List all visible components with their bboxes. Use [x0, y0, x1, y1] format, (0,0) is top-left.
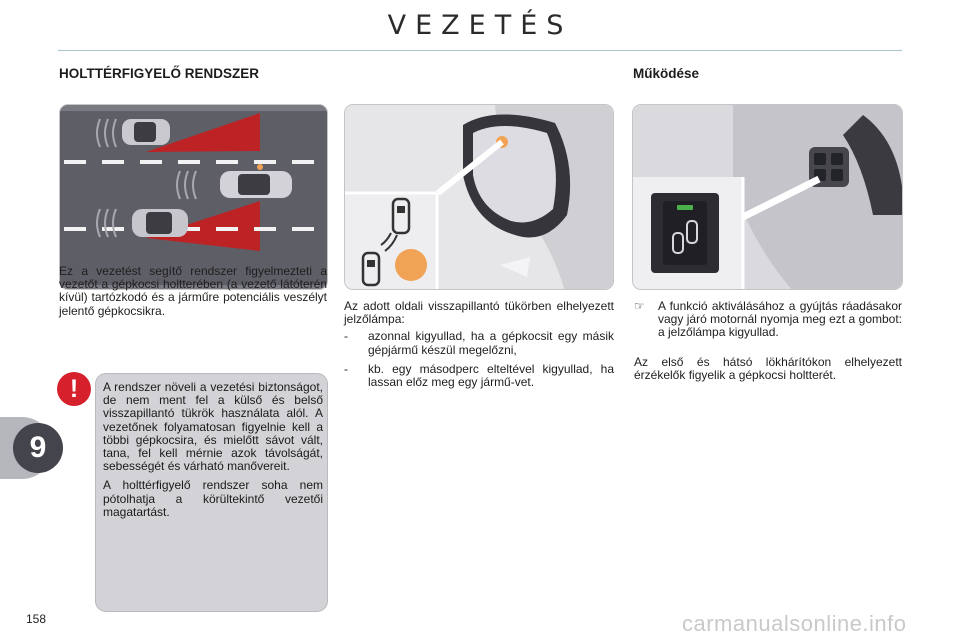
mirror-diagram — [345, 105, 614, 290]
dashboard-diagram — [633, 105, 903, 290]
list-item — [344, 330, 614, 356]
middle-column-text — [344, 300, 614, 389]
list-dash: - — [344, 329, 348, 344]
page-number: 158 — [26, 612, 47, 626]
indicator-intro: Az adott oldali visszapillantó tükörben elhelyezett jelzőlámpa: — [344, 299, 614, 327]
list-item — [344, 363, 614, 389]
chapter-title: VEZETÉS — [387, 10, 573, 41]
chapter-number-badge: 9 — [13, 423, 63, 473]
list-dash: - — [344, 361, 348, 376]
button-led-icon — [677, 205, 693, 210]
list-item-text: kb. egy másodperc elteltével kigyullad, ha lassan előz meg egy jármű-vet. — [368, 361, 614, 390]
warning-paragraph-2: A holttérfigyelő rendszer soha nem pótolhatja a körültekintő vezetői magatartást. — [103, 478, 323, 519]
list-item-text: azonnal kigyullad, ha a gépkocsit egy másik gépjármű készül megelőzni, — [368, 329, 614, 357]
watermark: carmanualsonline.info — [682, 611, 907, 636]
mirror-indicator-illustration — [344, 104, 614, 290]
activation-button-illustration — [632, 104, 903, 290]
car-top — [122, 119, 170, 145]
warning-paragraph-1: A rendszer növeli a vezetési biztonságot, de nem ment fel a külső és belső visszapillantó tükrök használata alól. A vezetőnek folyamatosan figyelnie kell a többi gépkocsira, és mielőtt sávot vált, tana, fel kell mérnie azok távolságát, sebességét és várható manővereit. — [103, 380, 323, 474]
right-column-text — [634, 300, 902, 382]
activation-text: A funkció aktiválásához a gyújtás ráadásakor vagy járó motornál nyomja meg ezt a gombot: a jelzőlámpa kigyullad. — [658, 299, 902, 340]
blind-spot-road-illustration — [59, 104, 328, 290]
activation-instruction — [634, 300, 902, 340]
intro-paragraph: Ez a vezetést segítő rendszer figyelmezteti a vezetőt a gépkocsi holtterében (a vezető látóterén kívül) tartózkodó és a járműre potenciális veszélyt jelentő gépkocsikra. — [59, 264, 327, 318]
warning-text — [103, 381, 323, 525]
car-bottom — [132, 209, 188, 237]
sensor-note: Az első és hátsó lökhárítókon elhelyezett érzékelők figyelik a gépkocsi holtterét. — [634, 354, 902, 382]
section-heading-operation: Működése — [633, 66, 700, 81]
warning-box — [95, 373, 328, 612]
road-diagram — [60, 105, 328, 290]
exclamation-icon: ! — [57, 372, 91, 406]
section-heading-blind-spot: HOLTTÉRFIGYELŐ RENDSZER — [59, 66, 260, 81]
pointing-hand-icon: ☞ — [634, 299, 645, 313]
title-divider — [58, 50, 902, 51]
indicator-lamp-icon — [395, 249, 427, 281]
